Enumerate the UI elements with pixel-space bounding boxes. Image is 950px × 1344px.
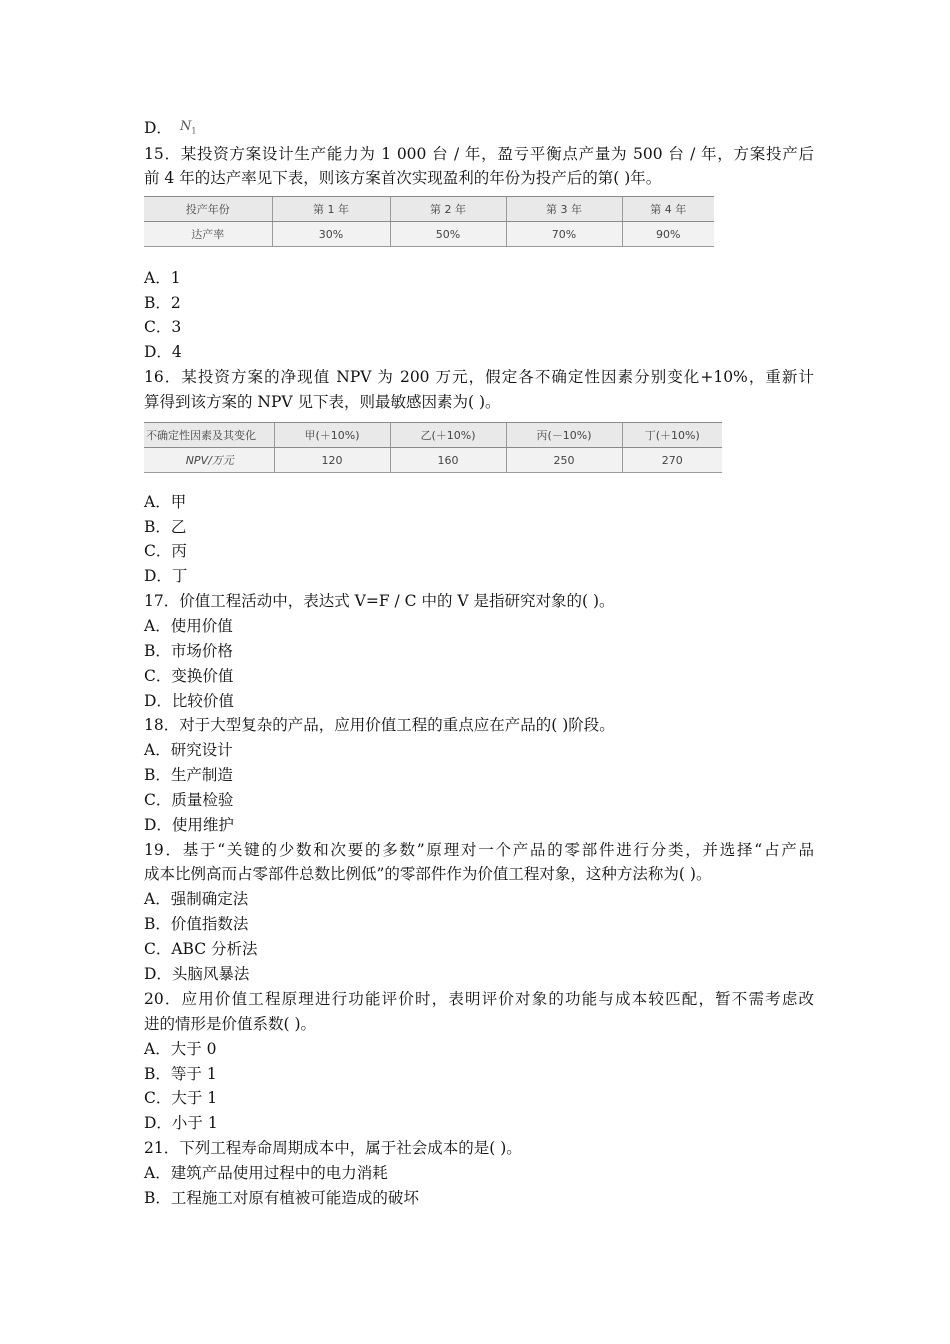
table-cell: NPV/万元 — [144, 448, 274, 473]
q20-option-d: D．小于 1 — [144, 1114, 218, 1132]
table-cell: 250 — [506, 448, 622, 473]
table-header-cell: 丙(－10%) — [506, 423, 622, 448]
table-header-cell: 第 3 年 — [506, 197, 622, 222]
q17-option-b: B．市场价格 — [144, 642, 233, 660]
q19-option-a: A．强制确定法 — [144, 890, 249, 908]
q17-option-d: D．比较价值 — [144, 692, 234, 710]
table-header-row — [144, 423, 722, 448]
q18-option-d: D．使用维护 — [144, 816, 234, 834]
table-cell: 30% — [272, 222, 390, 247]
table-row — [144, 222, 714, 247]
q21-text: 21．下列工程寿命周期成本中，属于社会成本的是( )。 — [144, 1139, 522, 1157]
q16-option-a: A．甲 — [144, 493, 187, 511]
table-cell: 50% — [390, 222, 506, 247]
q14-option-d-label: D． — [144, 119, 172, 137]
table-cell: 达产率 — [144, 222, 272, 247]
q15-text-line2: 前 4 年的达产率见下表，则该方案首次实现盈利的年份为投产后的第( )年。 — [144, 169, 662, 187]
q20-option-c: C．大于 1 — [144, 1089, 218, 1107]
q21-option-a: A．建筑产品使用过程中的电力消耗 — [144, 1164, 388, 1182]
q19-option-c: C．ABC 分析法 — [144, 940, 258, 958]
q15-option-b: B．2 — [144, 294, 181, 312]
q18-option-c: C．质量检验 — [144, 791, 234, 809]
q19-text-line2: 成本比例高而占零部件总数比例低”的零部件作为价值工程对象，这种方法称为( )。 — [144, 865, 712, 883]
table-header-cell: 投产年份 — [144, 197, 272, 222]
table-row — [144, 448, 722, 473]
q18-option-a: A．研究设计 — [144, 741, 233, 759]
q15-option-d: D．4 — [144, 343, 182, 361]
q16-text-line1: 16．某投资方案的净现值 NPV 为 200 万元，假定各不确定性因素分别变化+10%，重新计 — [144, 368, 814, 386]
q16-option-b: B．乙 — [144, 518, 187, 536]
table-cell: 160 — [390, 448, 506, 473]
table-header-cell: 乙(＋10%) — [390, 423, 506, 448]
q20-option-b: B．等于 1 — [144, 1065, 217, 1083]
table-header-cell: 第 1 年 — [272, 197, 390, 222]
table-header-cell: 第 4 年 — [622, 197, 714, 222]
q15-option-c: C．3 — [144, 318, 182, 336]
q21-option-b: B．工程施工对原有植被可能造成的破坏 — [144, 1189, 419, 1207]
q20-text-line2: 进的情形是价值系数( )。 — [144, 1015, 317, 1033]
q17-option-c: C．变换价值 — [144, 667, 234, 685]
q16-text-line2: 算得到该方案的 NPV 见下表，则最敏感因素为( )。 — [144, 393, 501, 411]
table-header-cell: 第 2 年 — [390, 197, 506, 222]
table-header-cell: 甲(＋10%) — [274, 423, 390, 448]
q15-text-line1: 15．某投资方案设计生产能力为 1 000 台 / 年，盈亏平衡点产量为 500 台 / 年，方案投产后 — [144, 145, 814, 163]
q19-text-line1: 19．基于“关键的少数和次要的多数”原理对一个产品的零部件进行分类，并选择“占产品 — [144, 841, 814, 859]
table-cell: 120 — [274, 448, 390, 473]
q20-option-a: A．大于 0 — [144, 1040, 217, 1058]
table-header-cell: 不确定性因素及其变化 — [144, 423, 274, 448]
q16-option-d: D．丁 — [144, 567, 188, 585]
n1-formula-image: $N_1$ — [179, 119, 197, 136]
q16-option-c: C．丙 — [144, 542, 187, 560]
table-cell: 90% — [622, 222, 714, 247]
q17-text: 17．价值工程活动中，表达式 V=F / C 中的 V 是指研究对象的( )。 — [144, 592, 615, 610]
table-cell: 270 — [622, 448, 722, 473]
table-header-cell: 丁(＋10%) — [622, 423, 722, 448]
table-cell: 70% — [506, 222, 622, 247]
q19-option-b: B．价值指数法 — [144, 915, 249, 933]
q17-option-a: A．使用价值 — [144, 617, 233, 635]
q15-production-rate-table — [144, 196, 714, 247]
q18-option-b: B．生产制造 — [144, 766, 233, 784]
q14-option-d — [144, 118, 814, 145]
q16-sensitivity-table — [144, 422, 722, 473]
table-header-row — [144, 197, 714, 222]
q20-text-line1: 20．应用价值工程原理进行功能评价时，表明评价对象的功能与成本较匹配，暂不需考虑改 — [144, 990, 814, 1008]
q15-option-a: A．1 — [144, 269, 181, 287]
q19-option-d: D．头脑风暴法 — [144, 965, 250, 983]
q18-text: 18．对于大型复杂的产品，应用价值工程的重点应在产品的( )阶段。 — [144, 716, 615, 734]
